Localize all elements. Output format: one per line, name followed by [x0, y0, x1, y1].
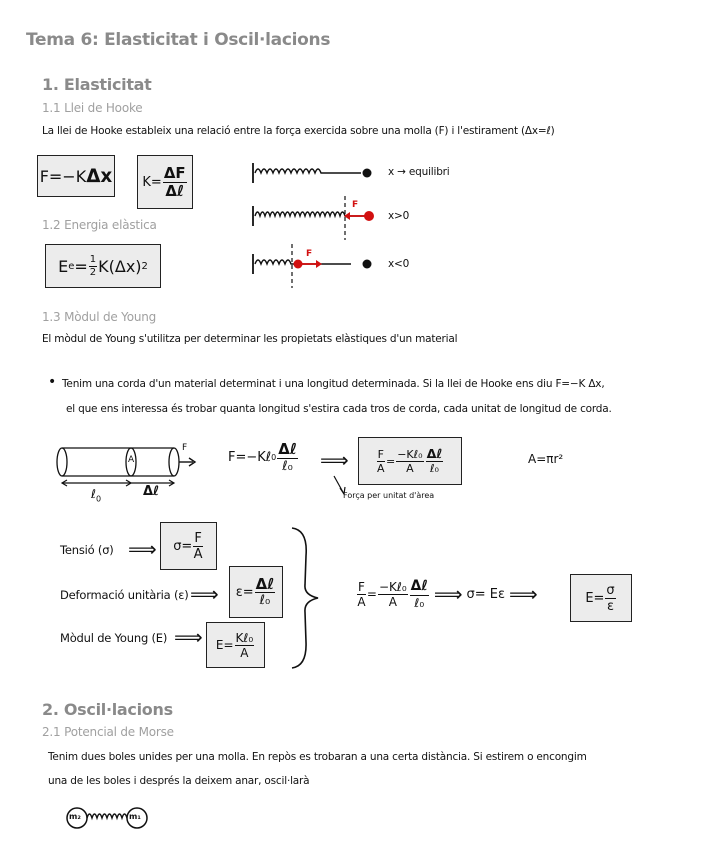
- young-text: El mòdul de Young s'utilitza per determinar les propietats elàstiques d'un material: [42, 333, 458, 345]
- box-frac-right-num: Δℓ: [426, 445, 443, 461]
- implies-arrow-comb2: ⟹: [509, 582, 538, 607]
- deform-num: Δℓ: [255, 574, 275, 593]
- comb-l-num: F: [358, 579, 365, 594]
- section2-text-line2: una de les boles i després la deixem anar, oscil·larà: [48, 775, 310, 787]
- ball-m1-label: m₁: [129, 812, 141, 821]
- final-lhs: E=: [585, 590, 605, 606]
- box-frac-mid-num: −Kℓ₀: [397, 447, 423, 461]
- comb-f-num: Δℓ: [410, 578, 428, 594]
- rope-area-label: A: [128, 455, 135, 465]
- tensio-num: F: [194, 530, 202, 546]
- eq1-num: Δℓ: [278, 440, 297, 458]
- box-eq: =: [385, 454, 396, 468]
- page-title: Tema 6: Elasticitat i Oscil·lacions: [26, 30, 331, 50]
- final-den: ε: [607, 598, 615, 614]
- rope-force-label: F: [182, 443, 188, 453]
- implies-arrow-tensio: ⟹: [128, 537, 157, 561]
- area-force-label: Força per unitat d'àrea: [343, 491, 435, 500]
- label-equilibrium: x → equilibri: [388, 166, 450, 178]
- section2-heading: 2. Oscil·lacions: [42, 700, 173, 719]
- modul-lhs: E=: [215, 638, 234, 652]
- label-negative: x<0: [388, 258, 410, 270]
- combined-equation: $\frac{F}{A}$ = $\frac{\text{−Kℓ₀}}{A}$ $\frac{\text{Δℓ}}{\text{ℓ₀}}$ ⟹ σ= Eε ⟹: [357, 578, 538, 610]
- hooke-formula-lhs: F=−K: [39, 166, 87, 186]
- hooke-formula-delta: Δx: [86, 165, 113, 187]
- hooke-text: La llei de Hooke estableix una relació entre la força exercida sobre una molla (F) i l'estirament (Δx=ℓ): [42, 125, 555, 137]
- modul-label: Mòdul de Young (E): [60, 631, 168, 645]
- comb-r-den: A: [388, 594, 397, 609]
- deform-label: Deformació unitària (ε): [60, 588, 189, 602]
- deform-lhs: ε=: [235, 584, 254, 600]
- box-frac-left-den: A: [377, 461, 385, 475]
- energy-sup: 2: [141, 260, 148, 272]
- box-frac-mid-den: A: [406, 461, 414, 475]
- bullet-dot: •: [48, 374, 57, 390]
- label-force-positive: F: [352, 200, 358, 210]
- comb-f-den: ℓ₀: [414, 595, 425, 610]
- sigma-relation: σ= Eε: [466, 586, 506, 602]
- bullet-line1: Tenim una corda d'un material determinat i una longitud determinada. Si la llei de Hooke ens diu F=−K Δx,: [62, 378, 605, 390]
- section1-heading: 1. Elasticitat: [42, 75, 152, 94]
- energy-lhs: E: [58, 256, 69, 276]
- subsection-energy: 1.2 Energia elàstica: [42, 218, 157, 232]
- tensio-den: A: [193, 546, 203, 562]
- deform-den: ℓ₀: [259, 593, 271, 609]
- comb-r-num: −Kℓ₀: [378, 579, 407, 594]
- label-positive: x>0: [388, 210, 410, 222]
- k-formula-lhs: K=: [142, 174, 162, 190]
- subsection-hooke: 1.1 Llei de Hooke: [42, 101, 143, 115]
- ball-m2-label: m₂: [69, 812, 81, 821]
- k-fraction-num: ΔF: [163, 163, 186, 182]
- box-frac-left-num: F: [377, 447, 384, 461]
- final-num: σ: [606, 582, 615, 598]
- subsection-young: 1.3 Mòdul de Young: [42, 310, 157, 324]
- implies-arrow-comb1: ⟹: [433, 582, 463, 607]
- label-force-negative: F: [306, 249, 312, 259]
- rope-delta-label: Δℓ: [143, 484, 160, 499]
- eq1-lhs: F=−Kℓ: [228, 449, 272, 465]
- implies-arrow-1: ⟹: [320, 448, 349, 472]
- subsection-morse: 2.1 Potencial de Morse: [42, 725, 174, 739]
- energy-half-num: 1: [89, 253, 97, 265]
- energy-half-den: 2: [89, 266, 97, 278]
- box-frac-right-den: ℓ₀: [429, 462, 439, 476]
- bullet-line2: el que ens interessa és trobar quanta longitud s'estira cada tros de corda, cada unitat de longitud de corda.: [66, 403, 612, 415]
- area-formula: A=πr²: [528, 452, 564, 466]
- eq1-den: ℓ₀: [282, 458, 293, 474]
- tensio-label: Tensió (σ): [60, 543, 114, 557]
- modul-num: Kℓ₀: [235, 630, 254, 645]
- energy-sub: e: [68, 260, 75, 272]
- comb-l-den: A: [357, 594, 366, 609]
- rope-length-text: ℓ: [91, 487, 96, 501]
- implies-arrow-modul: ⟹: [174, 625, 203, 649]
- energy-rest: K(Δx): [98, 256, 142, 276]
- modul-den: A: [240, 645, 249, 660]
- section2-text-line1: Tenim dues boles unides per una molla. En repòs es trobaran a una certa distància. Si estirem o encongim: [48, 751, 587, 763]
- tensio-lhs: σ=: [173, 538, 193, 554]
- eq1-sub: 0: [271, 452, 277, 462]
- energy-eq: =: [74, 256, 88, 276]
- implies-arrow-deform: ⟹: [190, 582, 219, 606]
- rope-length-sub: 0: [95, 494, 102, 504]
- k-fraction-den: Δℓ: [165, 181, 185, 200]
